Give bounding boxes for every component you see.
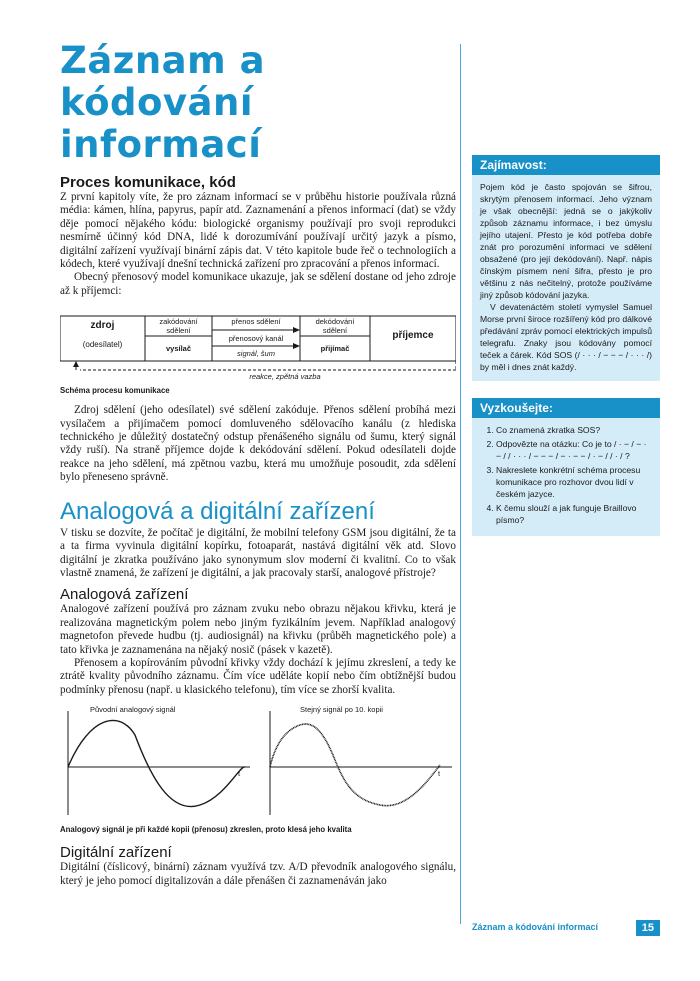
footer-chapter: Záznam a kódování informací (472, 922, 599, 932)
scheme-transfer: přenos sdělení (231, 317, 281, 327)
exercise-item: 4. K čemu slouží a jak funguje Braillovo písmo? (496, 502, 652, 526)
interest-paragraph: V devatenáctém století vymyslel Samuel Morse první široce rozšířený kód pro dálkové předávání zpráv pomocí elektrických impulsů telegrafu. Znaky jsou kódovány pomocí teček a čárek. Kód SOS (/ · · · / − − − / · · · /) by měl i dnes znát každý. (480, 302, 652, 372)
signal-plots (60, 705, 456, 825)
paragraph: Z první kapitoly víte, že pro záznam informací se v průběhu historie používala různá média: kámen, hlína, papyrus, papír atd. Zaznamenání a přenos informací (dat) se vždy děje pomocí nějakého kódu: biologické organismy používají pro svoji reprodukci nesmírně účinný kód DNA, lidé k dorozumívání používají určitý jazyk a písmo, digitální zařízení využívají binární zápis dat. V této kapitole bude řeč o technologiích a kódech, které využívají dnešní technická zařízení pro zpracování a přenos informací. (60, 191, 456, 271)
interest-body (472, 175, 660, 381)
exercise-list (472, 418, 660, 536)
signal-caption: Analogový signál je při každé kopii (přenosu) zkreslen, proto klesá jeho kvalita (60, 825, 352, 835)
axis-t-label: t (238, 769, 241, 779)
section-heading-analog-digital: Analogová a digitální zařízení (60, 497, 375, 525)
paragraph: Digitální (číslicový, binární) záznam využívá tzv. A/D převodník analogového signálu, který je jeho pomocí digitalizován a dále přenášen či zaznamenáván jako (60, 861, 456, 887)
wave-original-label: Původní analogový signál (90, 705, 176, 715)
scheme-channel: přenosový kanál (228, 334, 284, 344)
paragraph: V tisku se dozvíte, že počítač je digitální, že mobilní telefony GSM jsou digitální, že ta a ta firma vyvinula digitální kopírku, fotoaparát, nastává digitální věk atd. Slovo digitální je zkratka používáno jako synonymum slov moderní či kvalitní. Co to však vlastně znamená, že zařízení je digitální, a jak pracovaly starší, analogové přístroje? (60, 526, 456, 579)
communication-scheme (60, 308, 456, 398)
scheme-message: sdělení (166, 326, 191, 336)
axis-t-label: t (438, 769, 441, 779)
scheme-noise: signál, šum (237, 349, 275, 359)
page-footer (472, 920, 660, 938)
paragraph: Obecný přenosový model komunikace ukazuje, jak se sdělení dostane od jeho zdroje až k příjemci: (60, 271, 456, 297)
page-title: Záznam a kódování informací (60, 39, 266, 166)
scheme-feedback: reakce, zpětná vazba (249, 372, 321, 382)
scheme-caption: Schéma procesu komunikace (60, 386, 170, 396)
paragraph: Zdroj sdělení (jeho odesílatel) své sdělení zakóduje. Přenos sdělení probíhá mezi vysílačem a přijímačem pomocí domluveného sdělovacího kanálu (z hlediska technického je důležitý dostatečný odstup přenášeného signálu od šumu, který signál vždy ruší). Na straně příjemce dojde k dekódování sdělení. Pokud odesílateli dojde reakce na jeho sdělení, má zpětnou vazbu, která mu umožňuje posoudit, zda sdělení bylo přeneseno správně. (60, 404, 456, 484)
exercise-box (472, 398, 660, 536)
paragraph: Přenosem a kopírováním původní křivky vždy dochází k jejímu zkreslení, a tedy ke ztrátě kvality původního záznamu. Čím více uděláte kopií nebo čím obtížnější budou podmínky přenosu (např. u klasického telefonu), tím více se zhorší kvalita. (60, 656, 456, 696)
page-number: 15 (636, 920, 660, 936)
scheme-transmitter: vysílač (165, 344, 192, 354)
scheme-message: sdělení (322, 326, 348, 336)
exercise-item: 1. Co znamená zkratka SOS? (496, 424, 652, 436)
scheme-sender: (odesílatel) (82, 340, 123, 350)
section-heading-digital: Digitální zařízení (60, 844, 172, 862)
scheme-recipient: příjemce (392, 330, 434, 342)
exercise-item: 2. Odpovězte na otázku: Co je to / · − / − · − / / · · · / − − − / − · − − / · − / / · / ? (496, 438, 652, 462)
section-heading-analog: Analogová zařízení (60, 586, 189, 604)
scheme-source: zdroj (90, 320, 115, 332)
paragraph: Analogové zařízení používá pro záznam zvuku nebo obrazu nějakou křivku, která je realizována magnetickým polem nebo jiným fyzikálním jevem. Například analogový magnetofon převede hudbu (tj. audiosignál) na křivku (průběh magnetického pole) a tato křivka je zaznamenána na nějaký nosič (pásek v kazetě). (60, 603, 456, 656)
main-column (60, 40, 456, 888)
scheme-decoding: dekódování (315, 317, 355, 327)
exercise-item: 3. Nakreslete konkrétní schéma procesu komunikace pro rozhovor dvou lidí v českém jazyce. (496, 464, 652, 500)
scheme-encoding: zakódování (159, 317, 198, 327)
signal-figure (60, 705, 456, 825)
interest-box (472, 155, 660, 381)
exercise-title: Vyzkoušejte: (472, 398, 660, 418)
section-heading-communication: Proces komunikace, kód (60, 174, 236, 191)
interest-paragraph: Pojem kód je často spojován se šifrou, skrytým přenosem informací. Jeho význam je však obecnější: jedná se o jakýkoliv způsob záznamu informace, i bez úmyslu jejího utajení. Přesto je kód potřeba dobře znát pro porozumění informaci ve sdělení obsažené (pro její dekódování). Např. nápis čínským písmem není šifra, přesto je pro většinu z nás nečitelný, protože používáme jiný způsob kódování jazyka. (480, 182, 652, 300)
wave-copy-label: Stejný signál po 10. kopii (300, 705, 383, 715)
scheme-receiver: přijímač (320, 344, 350, 354)
interest-title: Zajímavost: (472, 155, 660, 175)
sidebar-divider (460, 44, 461, 924)
